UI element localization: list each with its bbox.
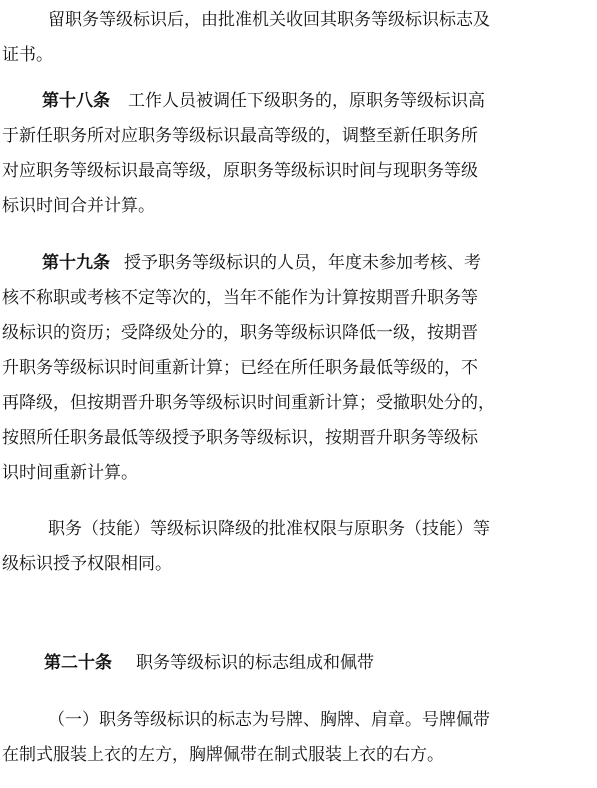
text-line: [2, 121, 597, 151]
text-line: [2, 353, 597, 383]
article-18-heading: 第十八条: [42, 91, 110, 111]
paragraph-text: 标识时间合并计算。: [2, 196, 155, 216]
paragraph-text: 职务（技能）等级标识降级的批准权限与原职务（技能）等: [48, 519, 490, 539]
paragraph-text: （一）职务等级标识的标志为号牌、胸牌、肩章。号牌佩带: [48, 710, 490, 730]
paragraph-text: 在制式服装上衣的左方，胸牌佩带在制式服装上衣的右方。: [2, 745, 444, 765]
text-line: [2, 40, 597, 70]
chapter-heading: [40, 605, 593, 635]
text-line: [2, 283, 597, 313]
paragraph-text: 识时间重新计算。: [2, 463, 138, 483]
text-line: [2, 423, 597, 453]
paragraph-text: 于新任职务所对应职务等级标识最高等级的，调整至新任职务所: [2, 126, 478, 146]
article-19-line: [42, 248, 593, 278]
paragraph-text: 级标识授予权限相同。: [2, 554, 172, 574]
text-line: [2, 388, 597, 418]
paragraph-text: 留职务等级标识后，由批准机关收回其职务等级标识标志及: [48, 10, 490, 30]
article-19-heading: 第十九条: [42, 253, 110, 273]
paragraph-text: 再降级，但按期晋升职务等级标识时间重新计算；受撤职处分的，: [2, 393, 495, 413]
text-line: [2, 318, 597, 348]
article-20-heading: 第二十条: [44, 653, 112, 673]
paragraph-text: 核不称职或考核不定等次的，当年不能作为计算按期晋升职务等: [2, 288, 478, 308]
text-line: [48, 705, 593, 735]
paragraph-text: 工作人员被调任下级职务的，原职务等级标识高: [128, 91, 485, 111]
text-line: [2, 156, 597, 186]
text-line: [2, 191, 597, 221]
text-line: [2, 549, 597, 579]
text-line: [48, 5, 593, 35]
article-18-line: [42, 86, 593, 116]
text-line: [2, 458, 597, 488]
paragraph-text: 按照所任职务最低等级授予职务等级标识，按期晋升职务等级标: [2, 428, 478, 448]
paragraph-text: 证书。: [2, 45, 53, 65]
paragraph-text: 升职务等级标识时间重新计算；已经在所任职务最低等级的，不: [2, 358, 478, 378]
text-line: [48, 514, 593, 544]
paragraph-text: 级标识的资历；受降级处分的，职务等级标识降低一级，按期晋: [2, 323, 478, 343]
article-20-title: 职务等级标识的标志组成和佩带: [136, 653, 374, 673]
article-20-line: [44, 648, 593, 678]
paragraph-text: 对应职务等级标识最高等级，原职务等级标识时间与现职务等级: [2, 161, 478, 181]
text-line: [2, 740, 597, 770]
paragraph-text: 授予职务等级标识的人员，年度未参加考核、考: [124, 253, 481, 273]
